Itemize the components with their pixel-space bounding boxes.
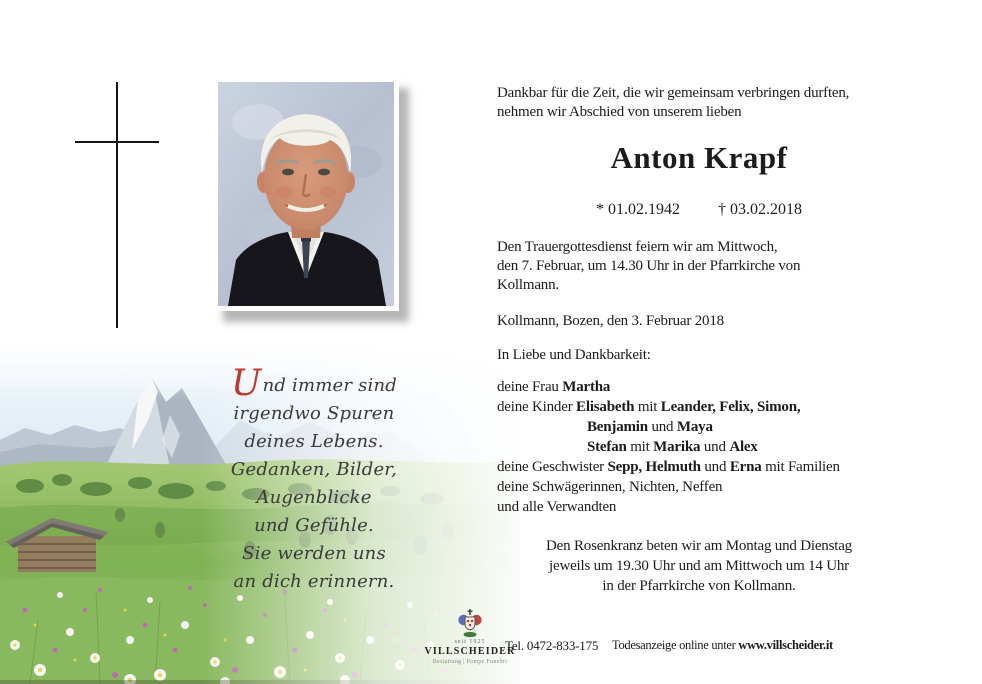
poem-initial-letter: U xyxy=(231,363,262,404)
poem-line: Gedanken, Bilder, xyxy=(230,459,398,480)
family-list xyxy=(497,377,840,517)
brand-subtitle: Bestattung | Pompe Funebri xyxy=(432,659,508,665)
family-line: deine Kinder Elisabeth mit Leander, Felix, Simon, xyxy=(497,399,801,415)
family-line: deine Schwägerinnen, Nichten, Neffen xyxy=(497,479,723,495)
family-line: Benjamin und Maya xyxy=(587,419,713,435)
online-notice xyxy=(612,638,833,653)
poem-line: Sie werden uns xyxy=(242,543,386,564)
poem-line: irgendwo Spuren xyxy=(233,403,395,424)
family-line: deine Geschwister Sepp, Helmuth und Erna mit Familien xyxy=(497,459,840,475)
death-date: † 03.02.2018 xyxy=(718,201,802,218)
intro-line: Dankbar für die Zeit, die wir gemeinsam verbringen durften, xyxy=(497,85,850,101)
memorial-cross-horizontal xyxy=(75,141,159,143)
poem-line: an dich erinnern. xyxy=(233,571,395,592)
poem-line: Augenblicke xyxy=(256,487,372,508)
salutation: In Liebe und Dankbarkeit: xyxy=(497,347,651,363)
portrait-of-deceased xyxy=(218,82,394,306)
memorial-cross-vertical xyxy=(116,82,118,328)
family-line: deine Frau Martha xyxy=(497,379,611,395)
funeral-home-logo xyxy=(424,608,516,665)
online-notice-text: Todesanzeige online unter xyxy=(612,638,739,652)
rosary-info: Den Rosenkranz beten wir am Montag und Dienstag jeweils um 19.30 Uhr und am Mittwoch um 14 Uhr in der Pfarrkirche von Kollmann. xyxy=(546,538,852,594)
intro-line: nehmen wir Abschied von unserem lieben xyxy=(497,104,742,120)
birth-date: * 01.02.1942 xyxy=(596,201,680,218)
brand-name: VILLSCHEIDER xyxy=(424,646,516,657)
brand-since: seit 1925 xyxy=(454,639,486,645)
deceased-name: Anton Krapf xyxy=(610,140,788,175)
life-dates xyxy=(497,201,901,219)
family-line: und alle Verwandten xyxy=(497,499,617,515)
memorial-poem xyxy=(226,363,402,596)
poem-line: und Gefühle. xyxy=(254,515,374,536)
website-url: www.villscheider.it xyxy=(738,638,833,652)
portrait-photo xyxy=(213,77,399,311)
funeral-service-info: Den Trauergottesdienst feiern wir am Mittwoch, den 7. Februar, um 14.30 Uhr in der Pfarrkirche von Kollmann. xyxy=(497,239,801,293)
phone-number: Tel. 0472-833-175 xyxy=(505,638,599,653)
family-line: Stefan mit Marika und Alex xyxy=(587,439,758,455)
poem-line: deines Lebens. xyxy=(244,431,384,452)
intro-text xyxy=(497,84,849,122)
poem-line: Und immer sind xyxy=(231,363,397,404)
coat-of-arms-icon xyxy=(454,608,486,638)
place-dateline: Kollmann, Bozen, den 3. Februar 2018 xyxy=(497,313,724,329)
